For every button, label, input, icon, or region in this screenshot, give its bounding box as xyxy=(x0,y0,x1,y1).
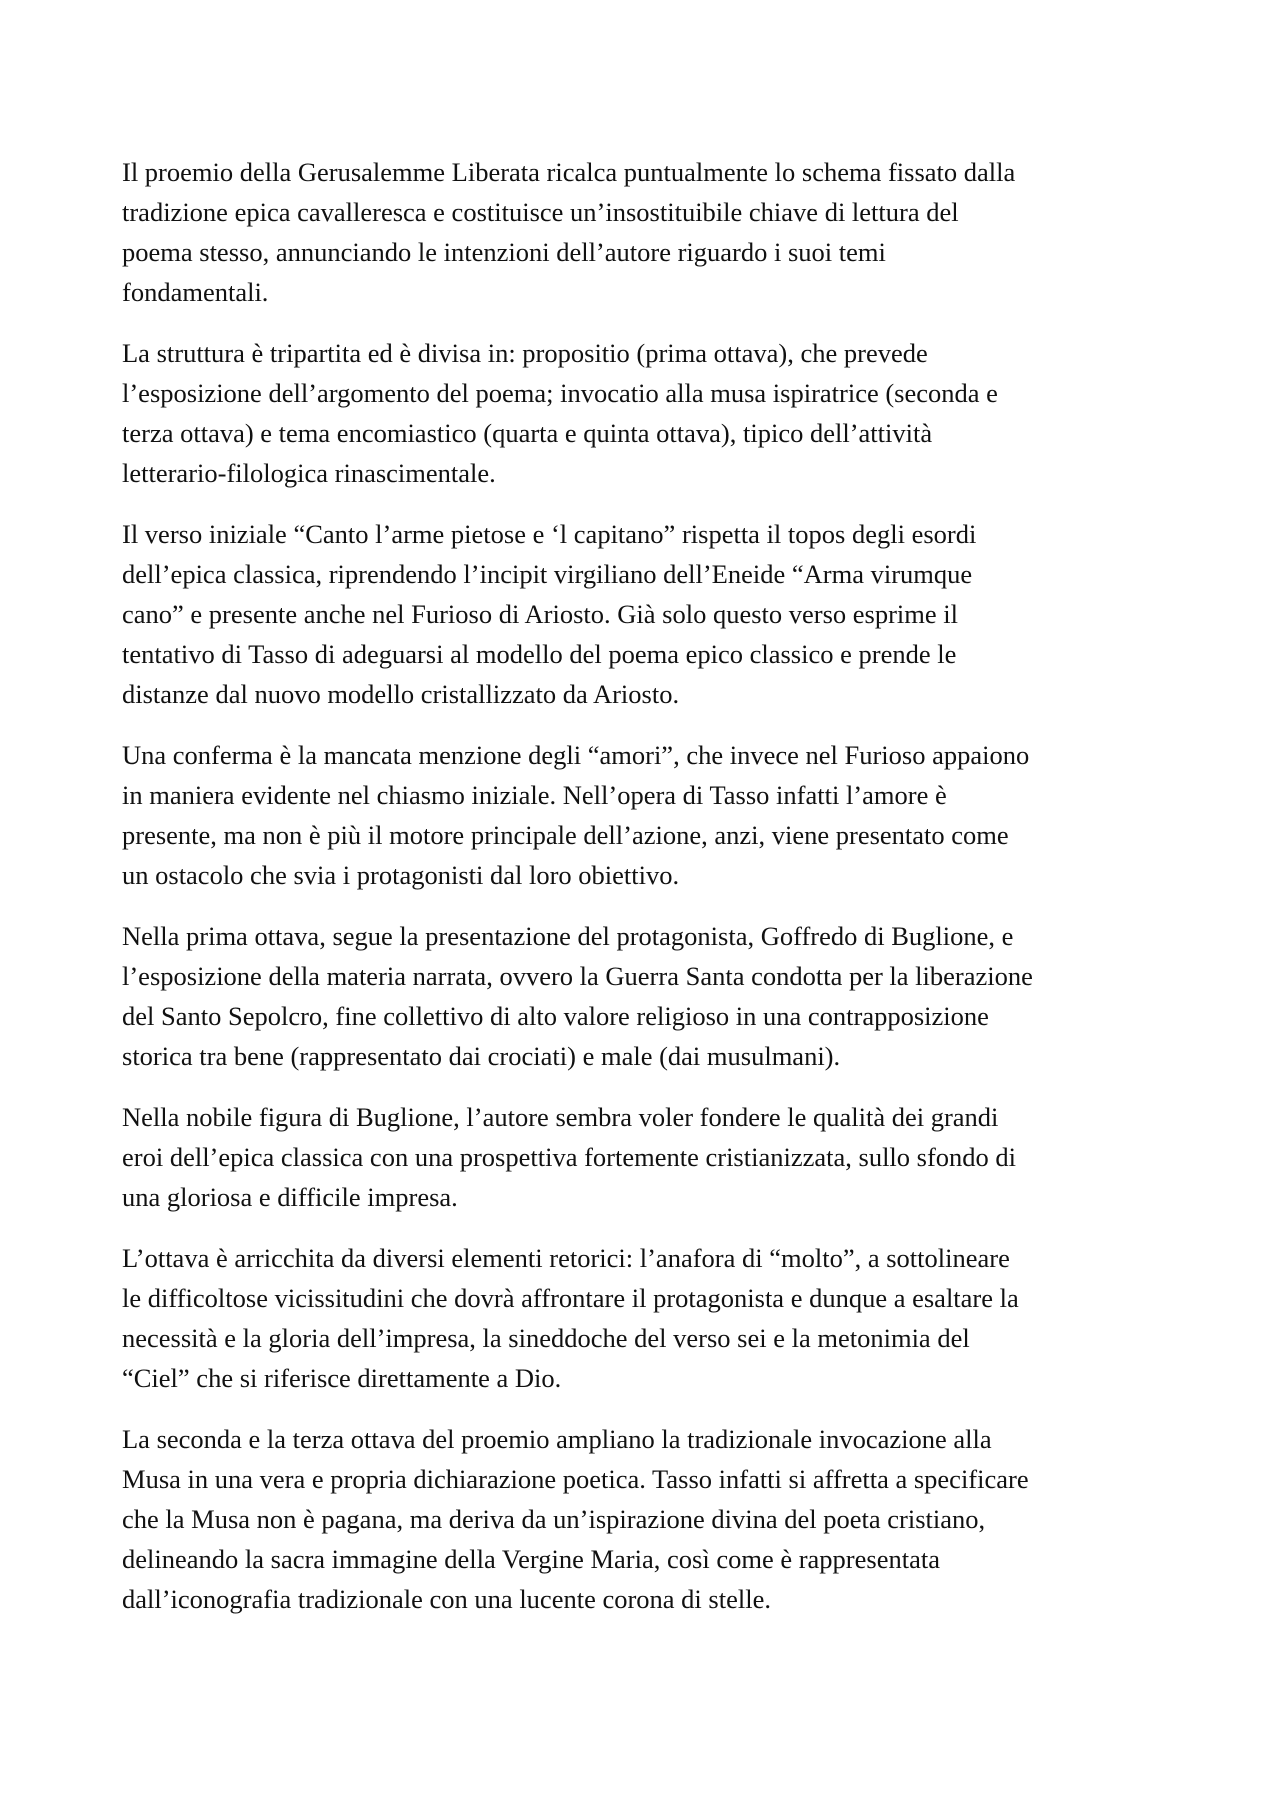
paragraph-struttura: La struttura è tripartita ed è divisa in: propositio (prima ottava), che prevede l’esposizione dell’argomento del poema; invocatio alla musa ispiratrice (seconda e terza ottava) e tema encomiastico (quarta e quinta ottava), tipico dell’attività letterario-filologica rinascimentale. xyxy=(122,338,998,488)
document-body xyxy=(122,152,1172,1640)
paragraph-buglione: Nella nobile figura di Buglione, l’autore sembra voler fondere le qualità dei grandi eroi dell’epica classica con una prospettiva fortemente cristianizzata, sullo sfondo di una gloriosa e difficile impresa. xyxy=(122,1102,1017,1212)
paragraph-elementi-retorici: L’ottava è arricchita da diversi elementi retorici: l’anafora di “molto”, a sottolineare le difficoltose vicissitudini che dovrà affrontare il protagonista e dunque a esaltare la necessità e la gloria dell’impresa, la sineddoche del verso sei e la metonimia del “Ciel” che si riferisce direttamente a Dio. xyxy=(122,1243,1019,1393)
paragraph-proemio-intro: Il proemio della Gerusalemme Liberata ricalca puntualmente lo schema fissato dalla tradizione epica cavalleresca e costituisce un’insostituibile chiave di lettura del poema stesso, annunciando le intenzioni dell’autore riguardo i suoi temi fondamentali. xyxy=(122,157,1016,307)
paragraph-amori: Una conferma è la mancata menzione degli “amori”, che invece nel Furioso appaiono in maniera evidente nel chiasmo iniziale. Nell’opera di Tasso infatti l’amore è presente, ma non è più il motore principale dell’azione, anzi, viene presentato come un ostacolo che svia i protagonisti dal loro obiettivo. xyxy=(122,740,1030,890)
paragraph-verso-iniziale: Il verso iniziale “Canto l’arme pietose e ‘l capitano” rispetta il topos degli esordi dell’epica classica, riprendendo l’incipit virgiliano dell’Eneide “Arma virumque cano” e presente anche nel Furioso di Ariosto. Già solo questo verso esprime il tentativo di Tasso di adeguarsi al modello del poema epico classico e prende le distanze dal nuovo modello cristallizzato da Ariosto. xyxy=(122,519,977,709)
paragraph-seconda-terza-ottava: La seconda e la terza ottava del proemio ampliano la tradizionale invocazione alla Musa in una vera e propria dichiarazione poetica. Tasso infatti si affretta a specificare che la Musa non è pagana, ma deriva da un’ispirazione divina del poeta cristiano, delineando la sacra immagine della Vergine Maria, così come è rappresentata dall’iconografia tradizionale con una lucente corona di stelle. xyxy=(122,1424,1029,1614)
paragraph-prima-ottava: Nella prima ottava, segue la presentazione del protagonista, Goffredo di Buglione, e l’esposizione della materia narrata, ovvero la Guerra Santa condotta per la liberazione del Santo Sepolcro, fine collettivo di alto valore religioso in una contrapposizione storica tra bene (rappresentato dai crociati) e male (dai musulmani). xyxy=(122,921,1033,1071)
